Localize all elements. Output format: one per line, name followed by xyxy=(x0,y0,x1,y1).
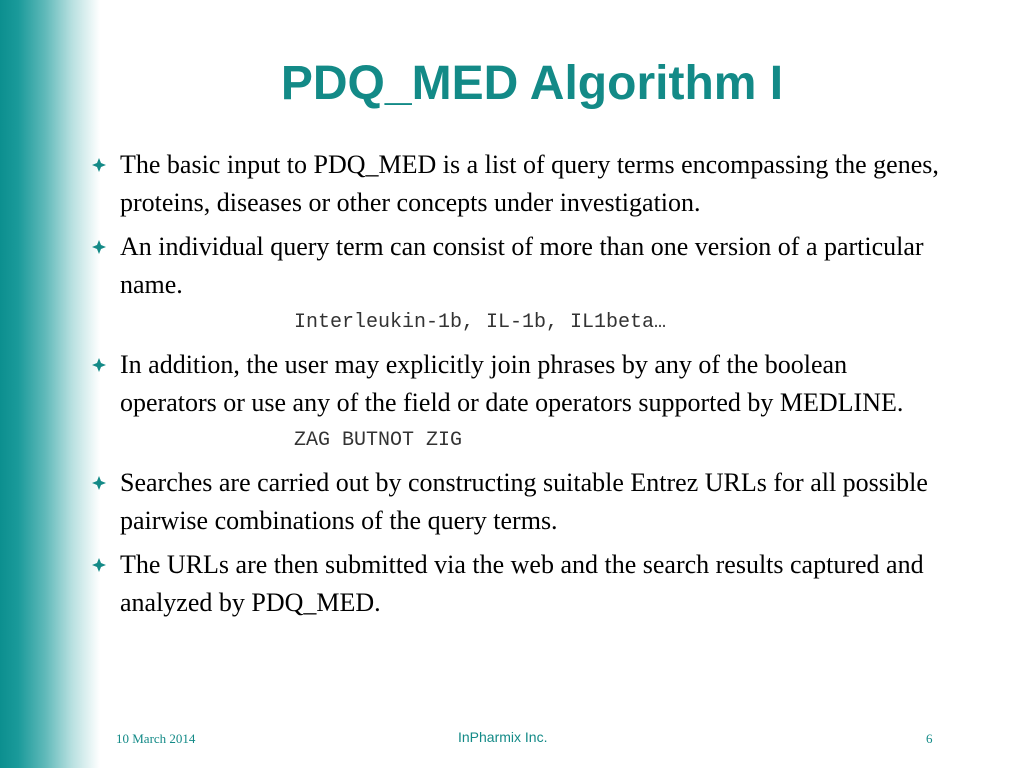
bullet-list xyxy=(90,146,940,628)
bullet-item xyxy=(90,228,940,304)
diamond-bullet-icon xyxy=(92,546,108,584)
code-example: ZAG BUTNOT ZIG xyxy=(294,429,463,452)
code-example: Interleukin-1b, IL-1b, IL1beta… xyxy=(294,311,667,334)
footer-page-number: 6 xyxy=(926,731,933,746)
bullet-item xyxy=(90,546,940,622)
bullet-item xyxy=(90,146,940,222)
bullet-text: Searches are carried out by constructing suitable Entrez URLs for all possible pairwise combinations of the query terms. xyxy=(120,468,928,535)
footer-date: 10 March 2014 xyxy=(116,731,196,746)
bullet-text: An individual query term can consist of more than one version of a particular name. xyxy=(120,232,924,299)
diamond-bullet-icon xyxy=(92,146,108,184)
diamond-bullet-icon xyxy=(92,346,108,384)
footer-company: InPharmix Inc. xyxy=(458,729,548,745)
slide-title: PDQ_MED Algorithm I xyxy=(280,57,784,110)
diamond-bullet-icon xyxy=(92,464,108,502)
bullet-text: In addition, the user may explicitly join phrases by any of the boolean operators or use any of the field or date operators supported by MEDLINE. xyxy=(120,350,904,417)
bullet-item xyxy=(90,346,940,422)
bullet-text: The URLs are then submitted via the web and the search results captured and analyzed by PDQ_MED. xyxy=(120,550,924,617)
bullet-text: The basic input to PDQ_MED is a list of query terms encompassing the genes, proteins, diseases or other concepts under investigation. xyxy=(120,150,939,217)
diamond-bullet-icon xyxy=(92,228,108,266)
bullet-item xyxy=(90,464,940,540)
side-gradient-bar xyxy=(0,0,100,768)
